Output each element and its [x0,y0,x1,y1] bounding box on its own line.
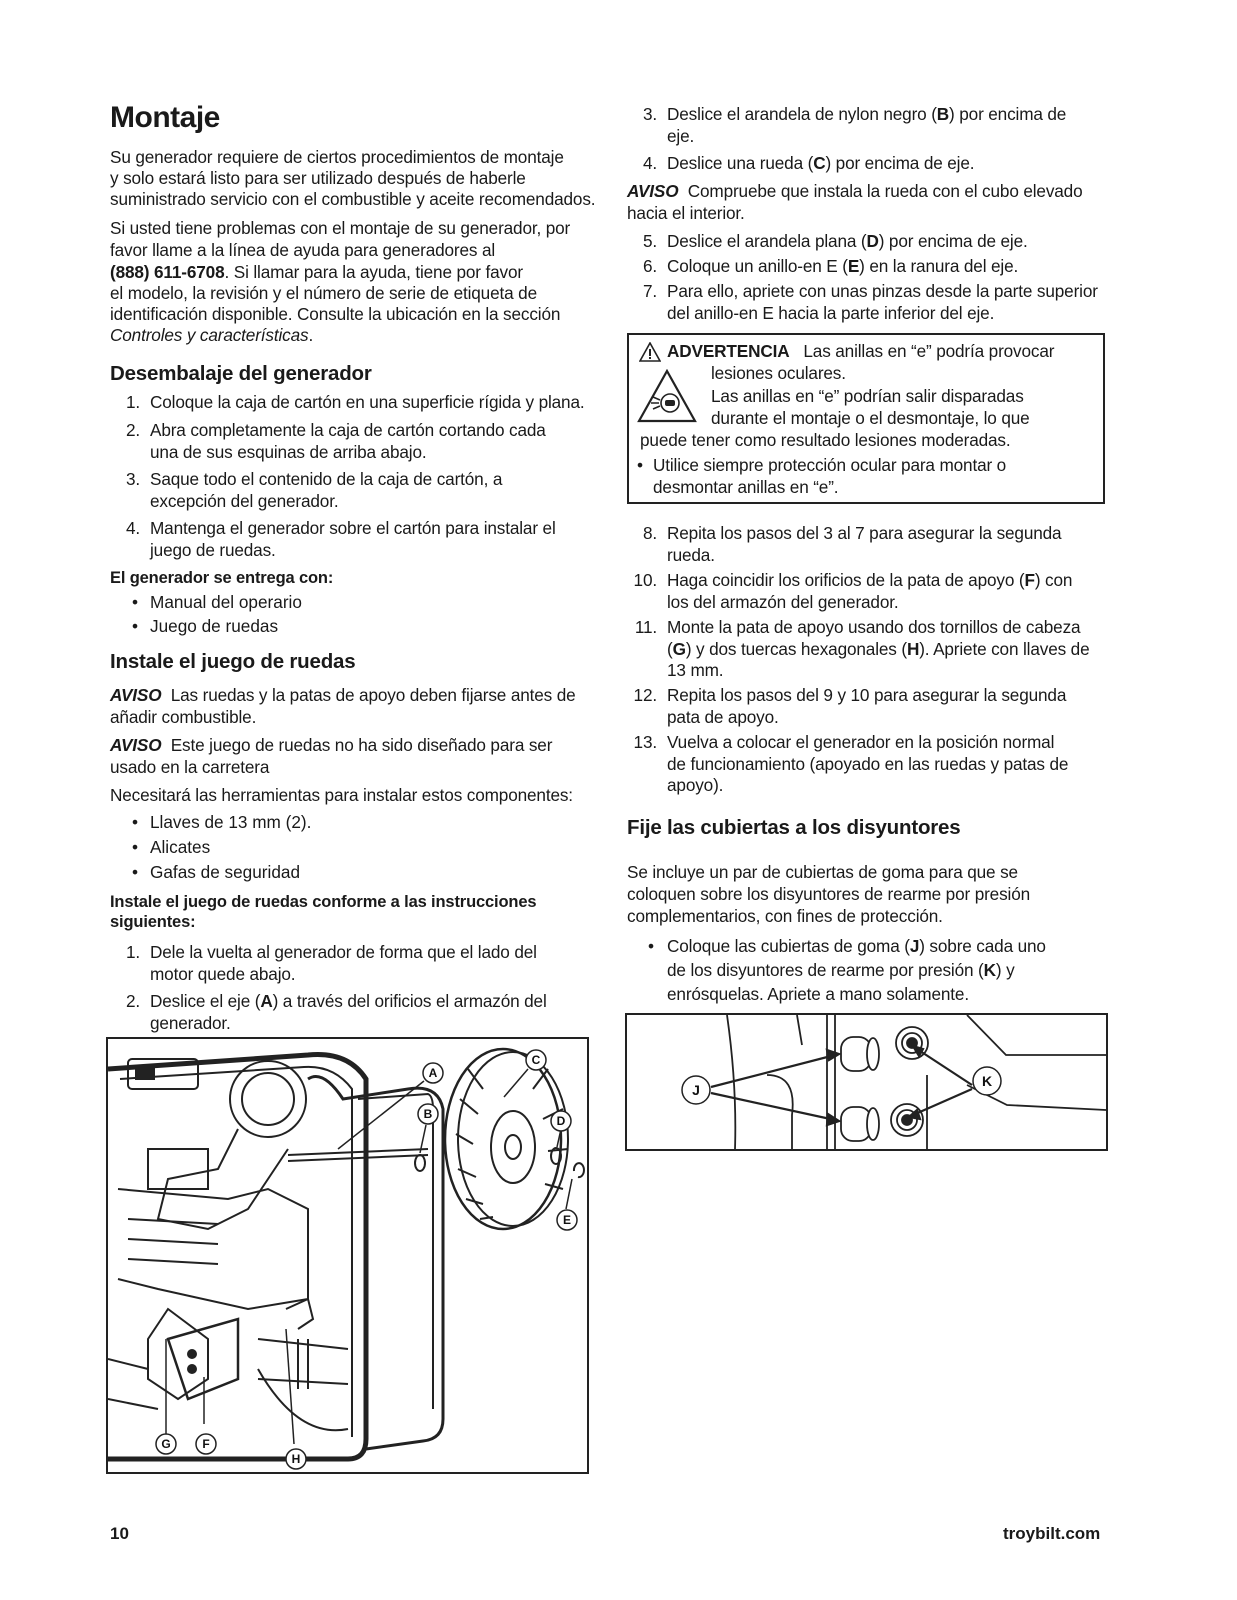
aviso-label: AVISO [110,685,162,705]
callout-label: C [531,1053,541,1067]
step-text-line: rueda. [667,544,715,565]
callout-label: D [556,1114,566,1128]
warning-text: puede tener como resultado lesiones moderadas. [640,430,1011,450]
callout-key: G [672,638,686,659]
breaker-covers-figure [625,1013,1108,1151]
text-part: Coloque las cubiertas de goma ( [667,936,910,956]
aviso-note [110,735,552,757]
install-step [627,617,1105,683]
aviso-label: AVISO [627,181,679,201]
step-text-line: Repita los pasos del 9 y 10 para asegurar la segunda [667,685,1067,705]
heading-wheels: Instale el juego de ruedas [110,650,356,673]
step-number: 10. [633,570,657,590]
tools-intro: Necesitará las herramientas para instalar estos componentes: [110,785,573,805]
footer-website: troybilt.com [1003,1524,1101,1543]
step-text-part: ) por encima de eje. [825,153,975,173]
step-text [667,570,1105,613]
step-text-line: Repita los pasos del 3 al 7 para asegurar la segunda [667,523,1062,543]
aviso-note: usado en la carretera [110,757,270,777]
step-number: 11. [634,617,657,637]
text-part: ) sobre cada uno [919,936,1046,956]
step-text-line: del anillo-en E hacia la parte inferior del eje. [667,302,995,323]
item-text: Alicates [150,837,211,857]
step-number: 13. [633,732,657,752]
section-reference: Controles y características [110,325,309,345]
install-step [627,104,1105,148]
instructions-heading: siguientes: [110,913,196,931]
page-title: Montaje [110,101,220,134]
callout-key: F [1024,570,1035,590]
step-text-part: ) en la ranura del eje. [859,256,1019,276]
callout-key: H [906,638,920,659]
step-text [667,617,1105,682]
step-number: 12. [633,685,657,705]
step-number: 7. [642,281,657,301]
item-text: Manual del operario [150,592,302,612]
step-number: 1. [125,392,140,412]
callout-label: J [692,1082,700,1098]
text-part: de los disyuntores de rearme por presión ( [667,960,984,980]
warning-text: Utilice siempre protección ocular para montar o [653,455,1007,475]
step-text-part: Deslice el arandela plana ( [667,231,867,251]
step-text [667,231,1105,253]
instructions-heading: Instale el juego de ruedas conforme a las instrucciones [110,893,537,911]
callout-label: H [291,1452,301,1466]
step-text-line: Monte la pata de apoyo usando dos tornillos de cabeza [667,617,1081,637]
step-number: 2. [125,420,140,440]
warning-text: lesiones oculares. [711,363,846,383]
install-step [110,991,590,1035]
step-text-line: 13 mm. [667,660,724,680]
step-text-line: de funcionamiento (apoyado en las ruedas y patas de [667,753,1069,774]
aviso-note [627,181,1083,203]
warning-text: Las anillas en “e” podrían salir disparadas [711,386,1024,406]
aviso-note [110,685,576,707]
covers-paragraph: Se incluye un par de cubiertas de goma para que se [627,862,1018,882]
step-text [667,281,1105,324]
unpack-step [110,392,590,414]
bullet: • [131,837,139,857]
warning-triangle-icon [639,342,661,362]
install-step [627,523,1105,567]
bullet: • [131,616,139,636]
callout-key: C [813,153,826,173]
step-text-part: ) con [1034,570,1073,590]
covers-paragraph: coloquen sobre los disyuntores de rearme por presión [627,884,1031,904]
warning-bullet: • [637,455,643,475]
step-text-line: generador. [150,1012,231,1033]
step-text [667,153,1105,175]
help-line [110,325,313,347]
help-line [110,262,523,284]
step-text-line: Dele la vuelta al generador de forma que el lado del [150,942,537,962]
step-text-line: pata de apoyo. [667,706,779,727]
step-text-part: Coloque un anillo-en E ( [667,256,848,276]
step-number: 3. [642,104,657,124]
step-text [150,942,590,985]
heading-covers: Fije las cubiertas a los disyuntores [627,816,961,839]
install-step [627,570,1105,614]
step-text-line: motor quede abajo. [150,963,296,984]
aviso-text: Compruebe que instala la rueda con el cubo elevado [687,181,1083,201]
step-text-line: Vuelva a colocar el generador en la posición normal [667,732,1055,752]
install-step [110,942,590,986]
breaker-illustration [627,1015,1106,1149]
warning-label: ADVERTENCIA [667,341,790,361]
aviso-note: hacia el interior. [627,203,745,223]
step-text-line: Para ello, apriete con unas pinzas desde la parte superior [667,281,1098,301]
aviso-label: AVISO [110,735,162,755]
callout-key: A [260,991,273,1011]
callout-key: J [909,936,920,956]
install-step [627,685,1105,729]
step-text-part: ) por encima de eje. [878,231,1028,251]
covers-paragraph: complementarios, con fines de protección. [627,906,943,926]
step-text-line: Mantenga el generador sobre el cartón para instalar el [150,518,556,538]
unpack-step [110,420,590,464]
item-text: Llaves de 13 mm (2). [150,812,312,832]
covers-bullet-text [667,960,1015,982]
help-line: favor llame a la línea de ayuda para generadores al [110,240,496,260]
step-text-part: ) por encima de [949,104,1067,124]
install-step [627,153,1105,175]
warning-headline [667,341,1054,363]
step-text-part: ). Apriete con llaves de [919,638,1090,659]
callout-label: K [981,1073,993,1089]
step-text-line: apoyo). [667,775,724,795]
callout-label: A [428,1066,438,1080]
warning-box [627,333,1105,504]
callout-label: E [562,1213,572,1227]
warning-text: desmontar anillas en “e”. [653,477,839,497]
ships-with-heading: El generador se entrega con: [110,569,334,587]
unpack-step [110,518,590,562]
eye-hazard-icon [637,369,697,423]
wheel-kit-figure [106,1037,589,1474]
step-text-line: juego de ruedas. [150,539,276,560]
step-number: 3. [125,469,140,489]
callout-label: B [423,1107,433,1121]
intro-line: y solo estará listo para ser utilizado después de haberle [110,168,526,188]
step-number: 4. [125,518,140,538]
step-number: 5. [642,231,657,251]
callout-key: B [936,104,950,124]
step-text-part: Deslice el arandela de nylon negro ( [667,104,937,124]
callout-label: G [161,1437,171,1451]
step-text [667,256,1105,278]
step-number: 8. [642,523,657,543]
help-line: identificación disponible. Consulte la ubicación en la sección [110,304,561,324]
step-text-part: ) a través del orificios el armazón del [272,991,547,1011]
step-text [667,732,1105,797]
step-text-part: Deslice el eje ( [150,991,261,1011]
step-text-part: Deslice una rueda ( [667,153,814,173]
bullet: • [131,812,139,832]
intro-line: Su generador requiere de ciertos procedimientos de montaje [110,147,564,167]
callout-key: K [983,960,996,980]
callout-label: F [202,1437,210,1451]
step-text [667,523,1105,566]
covers-bullet-text [667,936,1046,958]
generator-illustration [108,1039,587,1472]
bullet: • [131,862,139,882]
step-text [150,518,590,561]
install-step [627,256,1105,278]
unpack-step [110,469,590,513]
step-text-line: eje. [667,125,695,146]
step-text [150,420,590,463]
step-number: 6. [642,256,657,276]
heading-unpack: Desembalaje del generador [110,362,372,385]
text-part: ) y [995,960,1015,980]
callout-key: D [866,231,879,251]
covers-bullet: • [648,936,654,956]
covers-bullet-text: enrósquelas. Apriete a mano solamente. [667,984,969,1004]
item-text: Juego de ruedas [150,616,279,636]
step-number: 1. [125,942,140,962]
install-step [627,281,1105,325]
page-number: 10 [110,1524,129,1543]
warning-text: durante el montaje o el desmontaje, lo que [711,408,1030,428]
warning-text: Las anillas en “e” podría provocar [803,341,1055,361]
aviso-note: añadir combustible. [110,707,257,727]
step-text-line: excepción del generador. [150,490,339,511]
step-text-line: Abra completamente la caja de cartón cortando cada [150,420,546,440]
step-text [150,991,590,1034]
step-text-part: ( [667,638,673,659]
help-text: . Si llamar para la ayuda, tiene por favor [224,262,523,282]
step-text-line: Saque todo el contenido de la caja de cartón, a [150,469,503,489]
aviso-text: Este juego de ruedas no ha sido diseñado para ser [170,735,553,755]
step-text-part: Haga coincidir los orificios de la pata de apoyo ( [667,570,1025,590]
help-line: Si usted tiene problemas con el montaje de su generador, por [110,218,571,238]
install-step [627,231,1105,253]
bullet: • [131,592,139,612]
step-text [667,104,1105,147]
help-line: el modelo, la revisión y el número de serie de etiqueta de [110,283,537,303]
install-step [627,732,1105,798]
step-text: Coloque la caja de cartón en una superficie rígida y plana. [150,392,585,412]
step-number: 4. [642,153,657,173]
period: . [308,325,314,345]
step-text-line: los del armazón del generador. [667,591,899,612]
step-number: 2. [125,991,140,1011]
step-text-part: ) y dos tuercas hexagonales ( [685,638,907,659]
step-text-line: una de sus esquinas de arriba abajo. [150,441,427,462]
step-text [150,469,590,512]
item-text: Gafas de seguridad [150,862,301,882]
helpline-phone: (888) 611-6708 [110,262,225,282]
callout-key: E [847,256,860,276]
step-text [667,685,1105,728]
intro-line: suministrado servicio con el combustible y aceite recomendados. [110,189,596,209]
aviso-text: Las ruedas y la patas de apoyo deben fijarse antes de [170,685,576,705]
